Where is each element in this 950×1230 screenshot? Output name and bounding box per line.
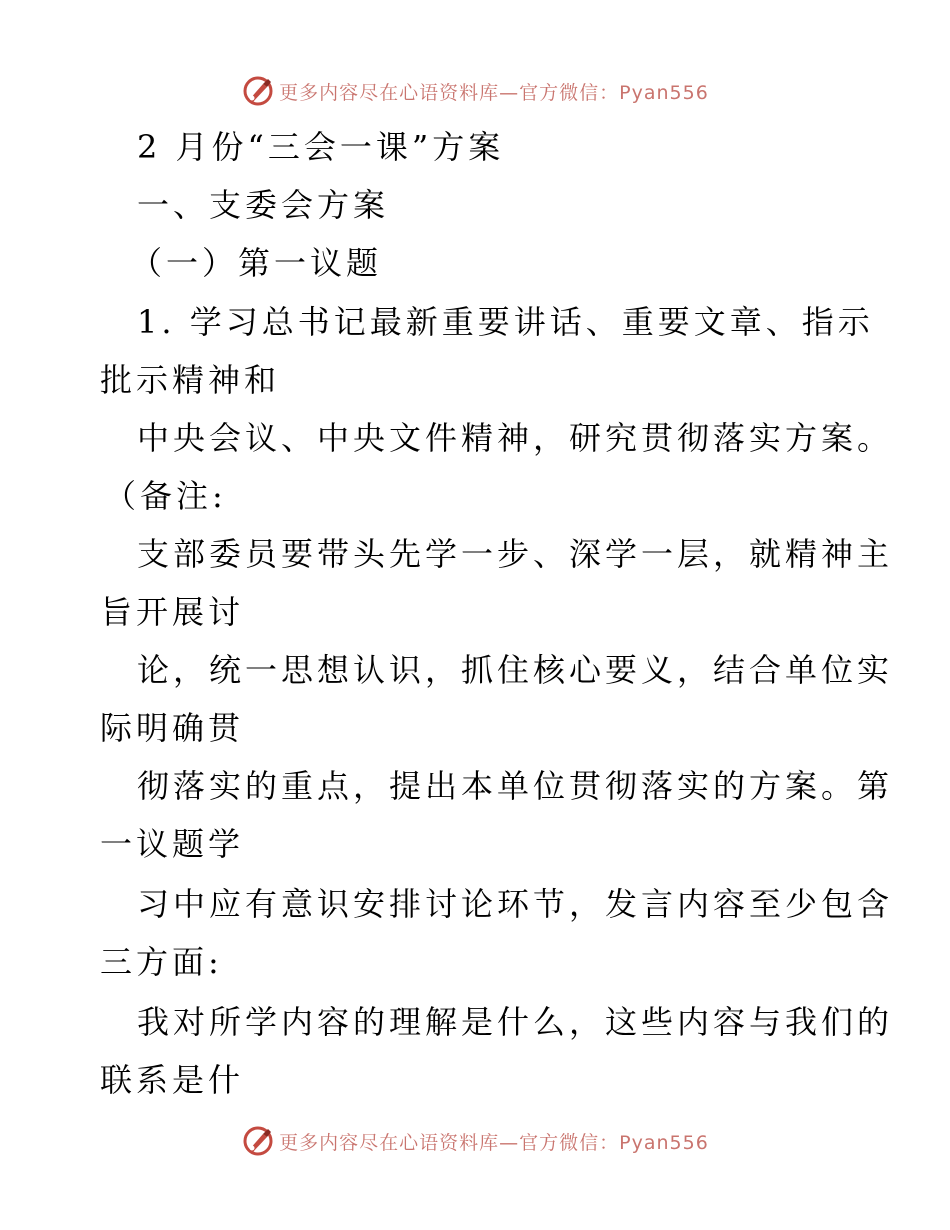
paragraph-line: 联系是什 bbox=[100, 1061, 245, 1099]
brush-pen-logo-icon bbox=[241, 74, 275, 108]
paragraph-line: 三方面: bbox=[100, 943, 223, 981]
paragraph-line: 1. 学习总书记最新重要讲话、重要文章、指示 bbox=[137, 303, 874, 341]
section-heading: 一、支委会方案 bbox=[137, 186, 390, 224]
header-banner bbox=[0, 71, 950, 111]
banner-text: 更多内容尽在心语资料库—官方微信：Pyan556 bbox=[279, 81, 709, 104]
document-title: 2 月份“三会一课”方案 bbox=[137, 128, 505, 166]
paragraph-line: 我对所学内容的理解是什么，这些内容与我们的 bbox=[137, 1003, 894, 1041]
brush-pen-logo-icon bbox=[241, 1124, 275, 1158]
paragraph-line: 批示精神和 bbox=[100, 361, 281, 399]
paragraph-line: （备注: bbox=[104, 477, 227, 515]
paragraph-line: 彻落实的重点，提出本单位贯彻落实的方案。第 bbox=[137, 767, 894, 805]
footer-banner bbox=[0, 1121, 950, 1161]
paragraph-line: 一议题学 bbox=[100, 825, 245, 863]
paragraph-line: 习中应有意识安排讨论环节，发言内容至少包含 bbox=[137, 885, 894, 923]
banner-text: 更多内容尽在心语资料库—官方微信：Pyan556 bbox=[279, 1131, 709, 1154]
paragraph-line: 中央会议、中央文件精神，研究贯彻落实方案。 bbox=[137, 419, 894, 457]
paragraph-line: 论，统一思想认识，抓住核心要义，结合单位实 bbox=[137, 651, 894, 689]
subsection-heading: （一）第一议题 bbox=[130, 244, 383, 282]
paragraph-line: 支部委员要带头先学一步、深学一层，就精神主 bbox=[137, 535, 894, 573]
paragraph-line: 旨开展讨 bbox=[100, 593, 245, 631]
paragraph-line: 际明确贯 bbox=[100, 709, 245, 747]
